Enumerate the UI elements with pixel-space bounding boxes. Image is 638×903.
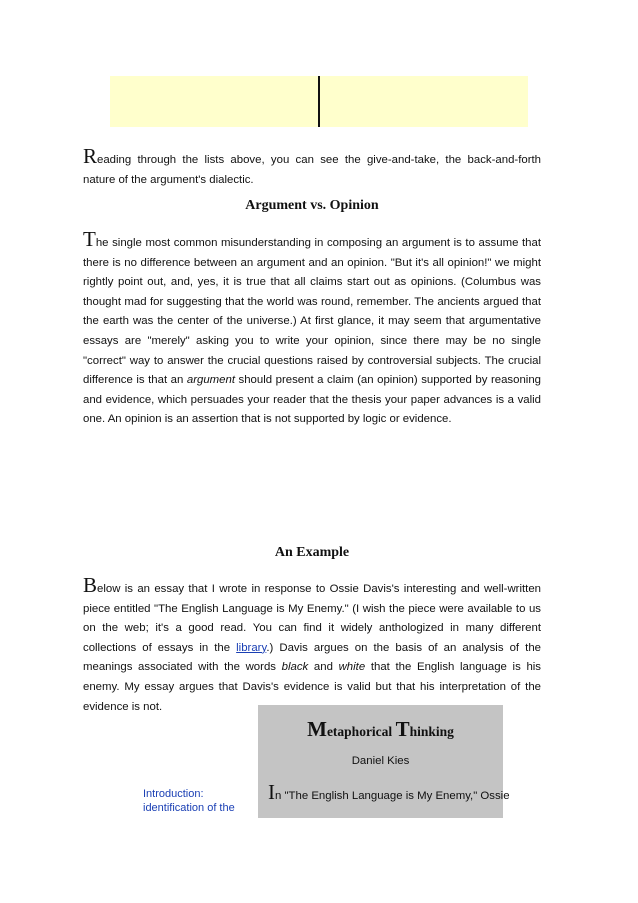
essay-open-text: n "The English Language is My Enemy," Ossie [275,790,510,802]
library-link[interactable]: library [236,641,267,654]
argument-paragraph [83,229,541,430]
essay-title-part-2: hinking [409,724,454,739]
margin-note-line-2: identification of the [143,802,235,814]
example-text-4: that the English language is his enemy. My essay argues that Davis's evidence is valid but that his interpretation of the evidence is not. [83,661,542,713]
essay-title-cap-2: T [395,717,410,741]
intro-paragraph [83,146,541,190]
argument-dropcap: T [83,227,96,251]
example-em-black: black [281,661,309,674]
argument-text-b: should present a claim (an opinion) supported by reasoning and evidence, which persuades your reader that the thesis your paper advances is a valid one. An opinion is an assertion that is not supported by logic or evidence. [83,374,541,426]
margin-annotation [143,787,253,815]
heading-argument-vs-opinion: Argument vs. Opinion [245,198,379,213]
heading-an-example: An Example [274,545,350,560]
essay-title-cap-1: M [307,717,327,741]
intro-dropcap: R [83,144,98,168]
essay-opening-line [268,782,510,803]
margin-note-line-1: Introduction: [143,788,204,800]
essay-title [258,717,503,742]
example-dropcap: B [83,573,98,597]
essay-author: Daniel Kies [351,755,410,767]
essay-open-dropcap: I [268,780,275,804]
example-text-2: .) Davis argues on the basis of an analysis of the meanings associated with the words [83,641,541,674]
argument-em: argument [186,374,235,387]
essay-excerpt-box [258,705,510,818]
intro-text: eading through the lists above, you can see the give-and-take, the back-and-forth nature of the argument's dialectic. [83,154,541,186]
example-text-3: and [308,661,339,674]
essay-title-part-1: etaphorical [326,724,396,739]
example-paragraph [83,575,541,717]
example-em-white: white [338,661,366,674]
argument-text-a: he single most common misunderstanding in composing an argument is to assume that there is no difference between an argument and an opinion. "But it's all opinion!" we might rightly point out, and, yes, it is true that all claims start out as opinions. (Columbus was thought mad for suggesting that the world was round, remember. The ancients argued that the earth was the center of the universe.) At first glance, it may seem that argumentative essays are "merely" asking you to write your opinion, since there may be no single "correct" way to answer the crucial questions raised by controversial subjects. The crucial difference is that an [83,237,541,387]
example-text-1: elow is an essay that I wrote in response to Ossie Davis's interesting and well-written piece entitled "The English Language is My Enemy." (I wish the piece were available to us on the web; it's a good read. You can find it widely anthologized in many different collections of essays in the [83,583,541,654]
table-divider [318,76,320,127]
